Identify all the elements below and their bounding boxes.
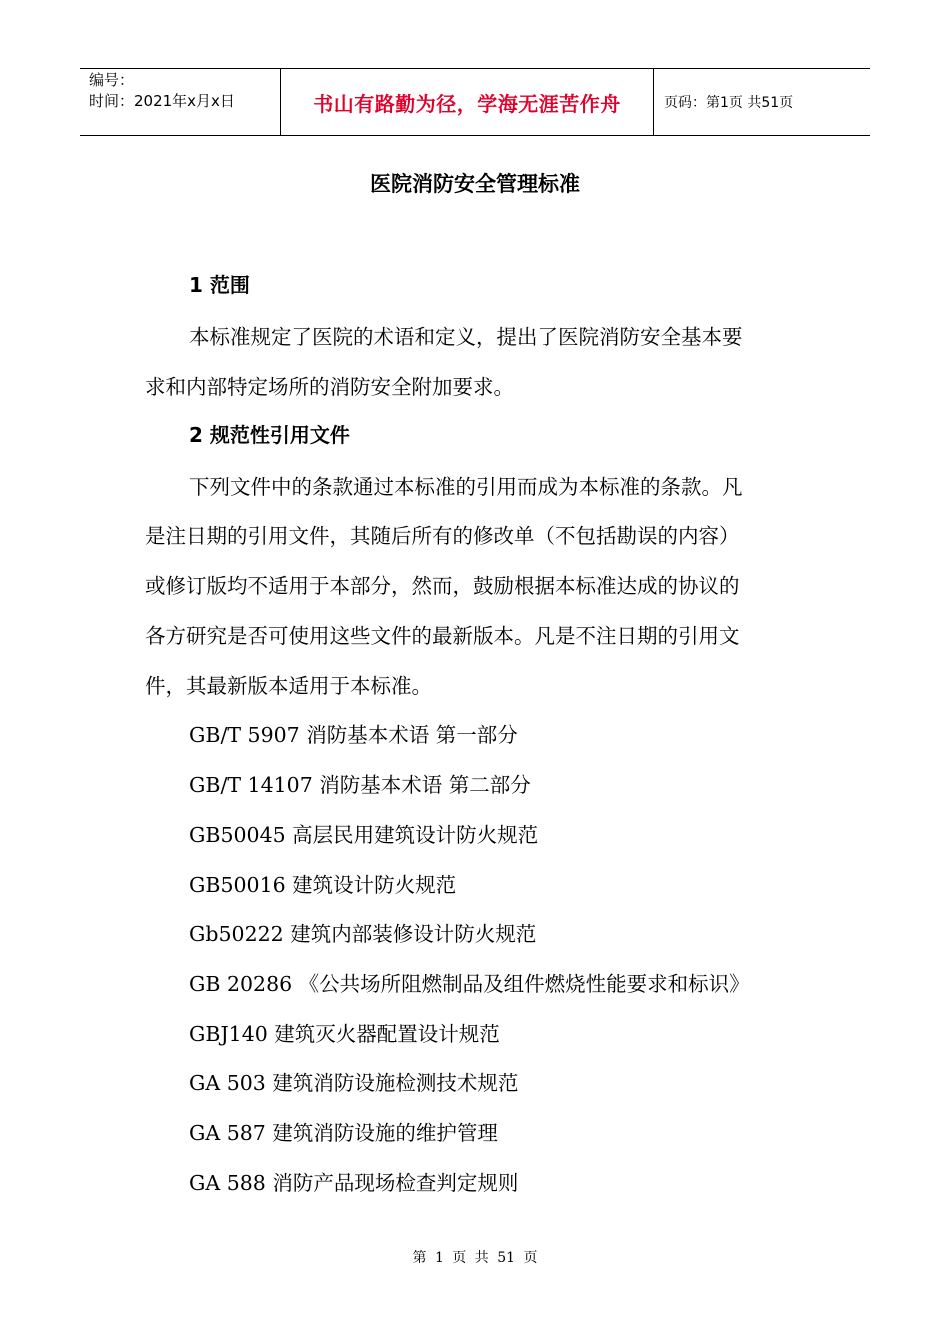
page-footer: 第 1 页 共 51 页 xyxy=(412,1250,538,1266)
paragraph-line: 本标准规定了医院的术语和定义，提出了医院消防安全基本要 xyxy=(189,325,743,349)
section-heading-references: 2 规范性引用文件 xyxy=(189,423,350,447)
paragraph-line: 各方研究是否可使用这些文件的最新版本。凡是不注日期的引用文 xyxy=(145,624,740,648)
reference-item: GBJ140 建筑灭火器配置设计规范 xyxy=(189,1022,500,1046)
paragraph-line: 下列文件中的条款通过本标准的引用而成为本标准的条款。凡 xyxy=(189,475,743,499)
header-meta xyxy=(80,69,281,135)
document-number-label: 编号： xyxy=(89,71,135,89)
reference-item: GB 20286 《公共场所阻燃制品及组件燃烧性能要求和标识》 xyxy=(189,972,750,996)
paragraph-line: 求和内部特定场所的消防安全附加要求。 xyxy=(145,375,514,399)
paragraph-line: 或修订版均不适用于本部分，然而，鼓励根据本标准达成的协议的 xyxy=(145,574,740,598)
reference-item: GB/T 14107 消防基本术语 第二部分 xyxy=(189,773,531,797)
document-date-label: 时间：2021年x月x日 xyxy=(89,92,235,110)
page-header xyxy=(80,68,870,136)
reference-item: GA 503 建筑消防设施检测技术规范 xyxy=(189,1071,519,1095)
reference-item: GB/T 5907 消防基本术语 第一部分 xyxy=(189,723,518,747)
header-page-info: 页码：第1页 共51页 xyxy=(664,95,794,111)
header-motto-cell xyxy=(281,69,654,135)
paragraph-line: 是注日期的引用文件，其随后所有的修改单（不包括勘误的内容） xyxy=(145,524,740,548)
reference-item: GA 588 消防产品现场检查判定规则 xyxy=(189,1171,519,1195)
document-title: 医院消防安全管理标准 xyxy=(370,172,580,196)
reference-item: GB50016 建筑设计防火规范 xyxy=(189,873,457,897)
reference-item: GB50045 高层民用建筑设计防火规范 xyxy=(189,823,539,847)
reference-item: Gb50222 建筑内部装修设计防火规范 xyxy=(189,922,537,946)
header-motto: 书山有路勤为径，学海无涯苦作舟 xyxy=(313,91,621,116)
reference-item: GA 587 建筑消防设施的维护管理 xyxy=(189,1121,498,1145)
paragraph-line: 件，其最新版本适用于本标准。 xyxy=(145,674,432,698)
section-heading-scope: 1 范围 xyxy=(189,273,250,297)
